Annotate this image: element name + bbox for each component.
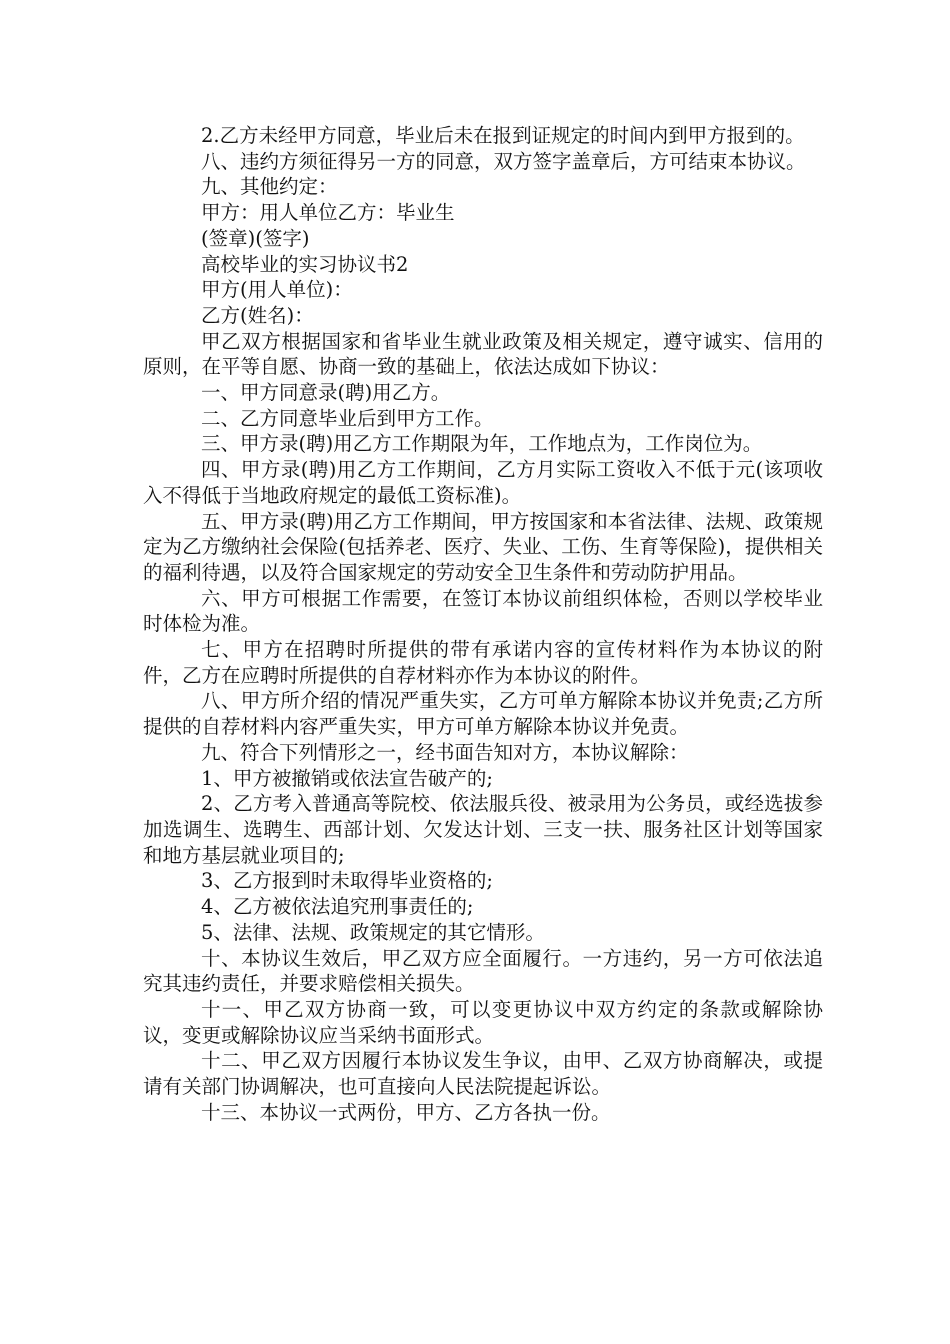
paragraph-13: 四、甲方录(聘)用乙方工作期间，乙方月实际工资收入不低于元(该项收入不得低于当地政府规定的最低工资标准)。 — [143, 458, 823, 507]
paragraph-14: 五、甲方录(聘)用乙方工作期间，甲方按国家和本省法律、法规、政策规定为乙方缴纳社会保险(包括养老、医疗、失业、工伤、生育等保险)，提供相关的福利待遇，以及符合国家规定的劳动安全卫生条件和劳动防护用品。 — [143, 509, 823, 584]
paragraph-25: 十一、甲乙双方协商一致，可以变更协议中双方约定的条款或解除协议，变更或解除协议应当采纳书面形式。 — [143, 997, 823, 1047]
paragraph-9: 甲乙双方根据国家和省毕业生就业政策及相关规定，遵守诚实、信用的原则，在平等自愿、协商一致的基础上，依法达成如下协议： — [143, 329, 823, 379]
document-body — [143, 123, 823, 1125]
paragraph-18: 九、符合下列情形之一，经书面告知对方，本协议解除： — [201, 740, 689, 764]
paragraph-17: 八、甲方所介绍的情况严重失实，乙方可单方解除本协议并免责;乙方所提供的自荐材料内容严重失实，甲方可单方解除本协议并免责。 — [143, 689, 823, 739]
paragraph-26: 十二、甲乙双方因履行本协议发生争议，由甲、乙双方协商解决，或提请有关部门协调解决，也可直接向人民法院提起诉讼。 — [143, 1049, 823, 1099]
paragraph-1: 2.乙方未经甲方同意，毕业后未在报到证规定的时间内到甲方报到的。 — [201, 124, 805, 147]
paragraph-5: (签章)(签字) — [201, 226, 310, 250]
list-item-4: 4、乙方被依法追究刑事责任的; — [201, 895, 474, 919]
paragraph-16: 七、甲方在招聘时所提供的带有承诺内容的宣传材料作为本协议的附件，乙方在应聘时所提供的自荐材料亦作为本协议的附件。 — [143, 638, 823, 687]
list-item-2: 2、乙方考入普通高等院校、依法服兵役、被录用为公务员，或经选拔参加选调生、选聘生、西部计划、欠发达计划、三支一扶、服务社区计划等国家和地方基层就业项目的; — [143, 792, 823, 867]
list-item-5: 5、法律、法规、政策规定的其它情形。 — [201, 920, 545, 944]
paragraph-4: 甲方：用人单位乙方：毕业生 — [201, 201, 455, 225]
paragraph-3: 九、其他约定： — [201, 175, 338, 199]
paragraph-15: 六、甲方可根据工作需要，在签订本协议前组织体检，否则以学校毕业时体检为准。 — [143, 586, 823, 636]
paragraph-2: 八、违约方须征得另一方的同意，双方签字盖章后，方可结束本协议。 — [201, 149, 806, 173]
paragraph-27: 十三、本协议一式两份，甲方、乙方各执一份。 — [201, 1100, 611, 1124]
party-a-line: 甲方(用人单位)： — [201, 278, 353, 302]
paragraph-11: 二、乙方同意毕业后到甲方工作。 — [201, 406, 494, 430]
party-b-line: 乙方(姓名)： — [201, 303, 314, 327]
paragraph-12: 三、甲方录(聘)用乙方工作期限为年，工作地点为，工作岗位为。 — [201, 432, 763, 456]
paragraph-24: 十、本协议生效后，甲乙双方应全面履行。一方违约，另一方可依法追究其违约责任，并要求赔偿相关损失。 — [143, 946, 823, 996]
section-title: 高校毕业的实习协议书2 — [201, 252, 409, 276]
paragraph-10: 一、甲方同意录(聘)用乙方。 — [201, 381, 451, 405]
list-item-1: 1、甲方被撤销或依法宣告破产的; — [201, 766, 493, 790]
list-item-3: 3、乙方报到时未取得毕业资格的; — [201, 869, 493, 893]
